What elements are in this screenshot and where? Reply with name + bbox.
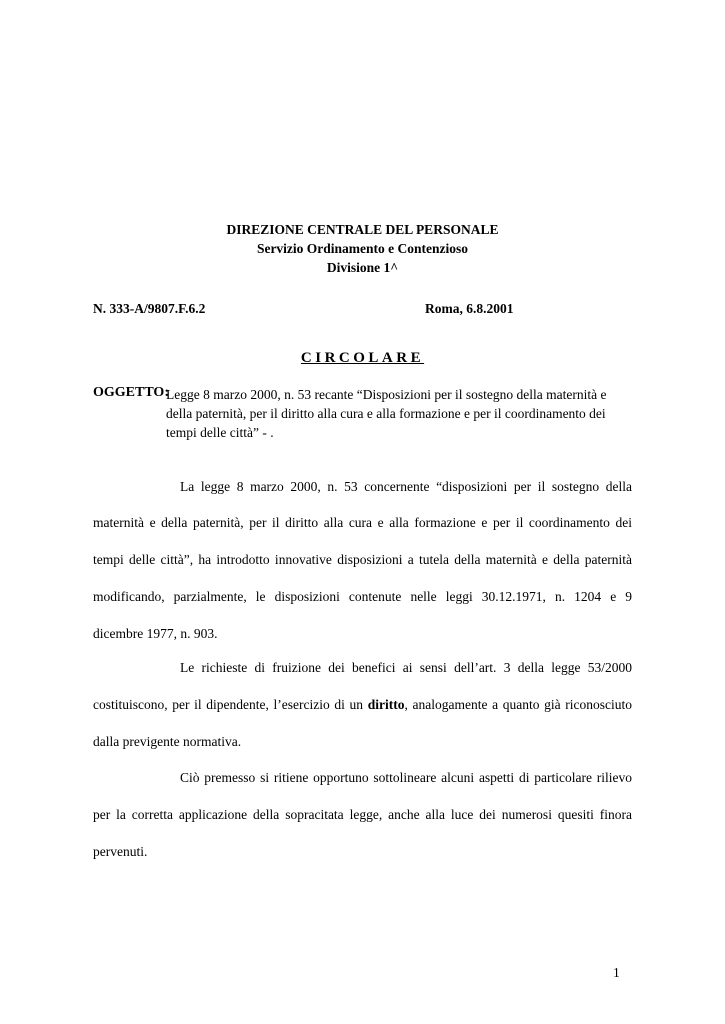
paragraph-1-line-5: dicembre 1977, n. 903. <box>93 626 218 641</box>
paragraph-2-bold-word: diritto <box>367 697 405 712</box>
paragraph-3-line-3: pervenuti. <box>93 844 148 859</box>
header-service: Servizio Ordinamento e Contenzioso <box>256 241 469 256</box>
page-number: 1 <box>613 965 620 980</box>
subject-text: Legge 8 marzo 2000, n. 53 recante “Disposizioni per il sostegno della maternità e della paternità, per il diritto alla cura e alla formazione e per il coordinamento dei tempi delle città” - . <box>166 387 607 440</box>
paragraph-1-line-4: modificando, parzialmente, le disposizioni contenute nelle leggi 30.12.1971, n. 1204 e 9 <box>93 589 632 604</box>
paragraph-2-text-after: , analogamente a quanto già riconosciuto <box>404 697 632 712</box>
paragraph-3-line-2: per la corretta applicazione della sopracitata legge, anche alla luce dei numerosi quesiti finora <box>93 807 632 822</box>
header-department: DIREZIONE CENTRALE DEL PERSONALE <box>226 222 499 237</box>
paragraph-1-line-1: La legge 8 marzo 2000, n. 53 concernente “disposizioni per il sostegno della <box>180 479 632 494</box>
subject-label: OGGETTO: <box>93 385 169 400</box>
paragraph-1-line-2: maternità e della paternità, per il diritto alla cura e alla formazione e per il coordinamento dei <box>93 515 632 530</box>
paragraph-3-line-1: Ciò premesso si ritiene opportuno sottolineare alcuni aspetti di particolare rilievo <box>180 770 632 785</box>
place-date: Roma, 6.8.2001 <box>425 301 514 316</box>
paragraph-2-line-2 <box>93 697 632 713</box>
protocol-number: N. 333-A/9807.F.6.2 <box>93 301 206 316</box>
document-type-title: CIRCOLARE <box>300 350 425 366</box>
paragraph-1-line-3: tempi delle città”, ha introdotto innovative disposizioni a tutela della maternità e della paternità <box>93 552 632 567</box>
header-division: Divisione 1^ <box>326 260 399 275</box>
paragraph-2-line-3: dalla previgente normativa. <box>93 734 242 749</box>
paragraph-2-text-before: costituiscono, per il dipendente, l’esercizio di un <box>93 697 364 712</box>
paragraph-2-line-1: Le richieste di fruizione dei benefici ai sensi dell’art. 3 della legge 53/2000 <box>180 660 632 675</box>
